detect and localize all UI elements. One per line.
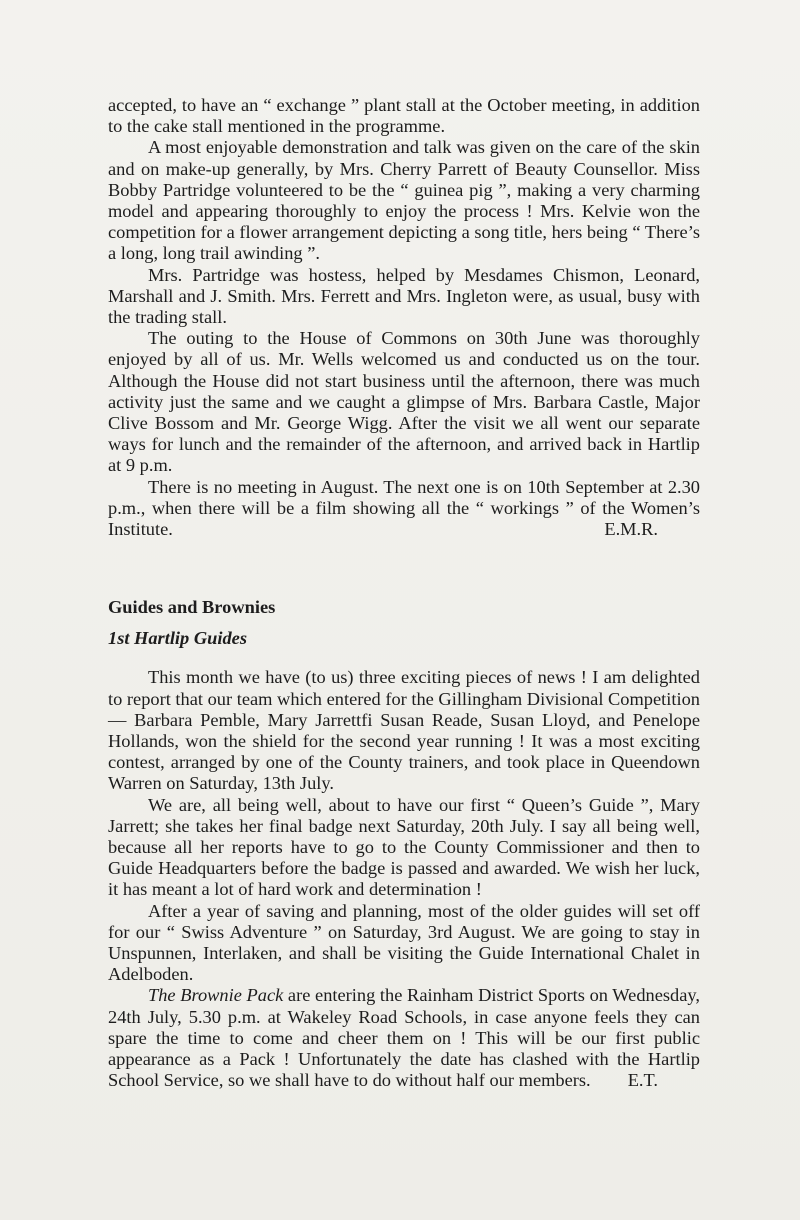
wi-paragraph-1: accepted, to have an “ exchange ” plant stall at the October meeting, in addition to the cake stall mentioned in the programme. — [108, 95, 700, 137]
wi-closing — [108, 477, 700, 541]
wi-paragraph-3: Mrs. Partridge was hostess, helped by Mesdames Chismon, Leonard, Marshall and J. Smith. Mrs. Ferrett and Mrs. Ingleton were, as usual, busy with the trading stall. — [108, 264, 700, 328]
guides-signature: E.T. — [627, 1070, 658, 1091]
brownie-pack-title: The Brownie Pack — [148, 985, 284, 1006]
guides-paragraph-4 — [108, 985, 700, 1091]
guides-section — [108, 597, 700, 1091]
guides-closing — [108, 985, 700, 1091]
guides-paragraph-1: This month we have (to us) three exciting pieces of news ! I am delighted to report that our team which entered for the Gillingham Divisional Competition — Barbara Pemble, Mary Jarrettfi Susan Reade, Susan Lloyd, and Penelope Hollands, won the shield for the second year running ! It was a most exciting contest, arranged by one of the County trainers, and took place in Queendown Warren on Saturday, 13th July. — [108, 667, 700, 794]
wi-paragraph-5: There is no meeting in August. The next one is on 10th September at 2.30 p.m., when there will be a film showing all the “ workings ” of the Women’s Institute. — [108, 476, 700, 540]
wi-paragraph-2: A most enjoyable demonstration and talk was given on the care of the skin and on make-up generally, by Mrs. Cherry Parrett of Beauty Counsellor. Miss Bobby Partridge volunteered to be the “ guinea pig ”, making a very charming model and appearing thoroughly to enjoy the process ! Mrs. Kelvie won the competition for a flower arrangement depicting a song title, hers being “ There’s a long, long trail awinding ”. — [108, 137, 700, 264]
wi-paragraph-4: The outing to the House of Commons on 30th June was thoroughly enjoyed by all of us. Mr. Wells welcomed us and conducted us on the tour. Although the House did not start business until the afternoon, there was much activity just the same and we caught a glimpse of Mrs. Barbara Castle, Major Clive Bossom and Mr. George Wigg. After the visit we all went our separate ways for lunch and the remainder of the afternoon, and arrived back in Hartlip at 9 p.m. — [108, 328, 700, 476]
wi-report-section — [108, 95, 700, 540]
guides-paragraph-3: After a year of saving and planning, most of the older guides will set off for our “ Swiss Adventure ” on Saturday, 3rd August. We are going to stay in Unspunnen, Interlaken, and shall be visiting the Guide International Chalet in Adelboden. — [108, 900, 700, 985]
section-heading: Guides and Brownies — [108, 597, 276, 617]
section-subheading: 1st Hartlip Guides — [108, 628, 247, 649]
guides-paragraph-2: We are, all being well, about to have our first “ Queen’s Guide ”, Mary Jarrett; she takes her final badge next Saturday, 20th July. I say all being well, because all her reports have to go to the County Commissioner and then to Guide Headquarters before the badge is passed and awarded. We wish her luck, it has meant a lot of hard work and determination ! — [108, 794, 700, 900]
wi-signature: E.M.R. — [604, 519, 658, 540]
guides-paragraph-4-text: are entering the Rainham District Sports on Wednesday, 24th July, 5.30 p.m. at Wakeley Road Schools, in case anyone feels they can spare the time to come and cheer them on ! This will be our first public appearance as a Pack ! Unfortunately the date has clashed with the Hartlip School Service, so we shall have to do without half our members. — [108, 985, 700, 1091]
